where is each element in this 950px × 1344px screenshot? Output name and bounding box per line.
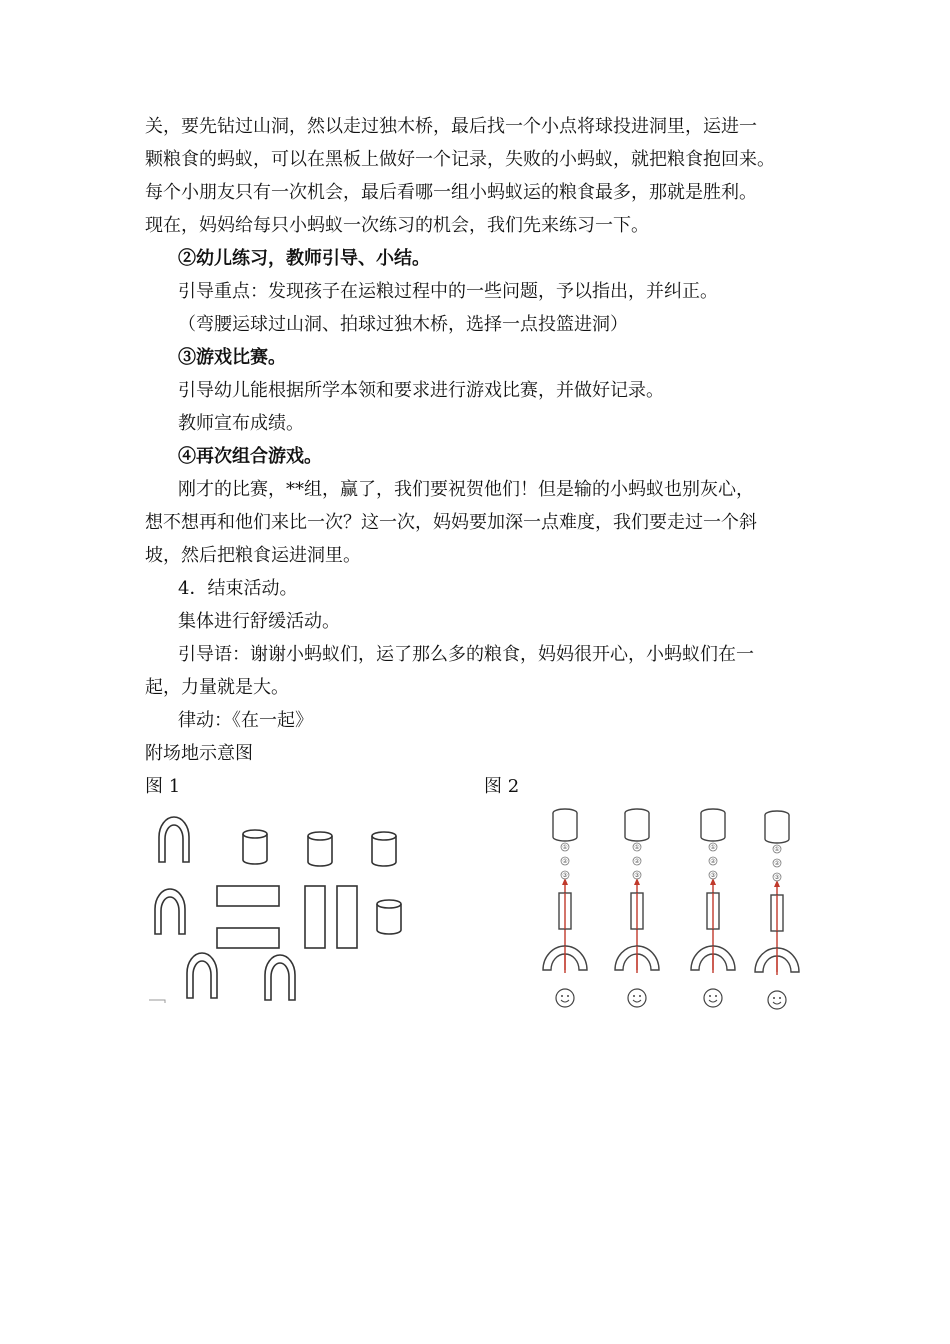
lane-1 (543, 809, 587, 1007)
station-number: ③ (710, 872, 716, 879)
cylinder-target-shape (308, 832, 332, 866)
paragraph-line: 引导语：谢谢小蚂蚁们，运了那么多的粮食，妈妈很开心，小蚂蚁们在一 (178, 644, 754, 665)
station-number: ① (634, 844, 640, 851)
paragraph-line: 想不想再和他们来比一次？这一次，妈妈要加深一点难度，我们要走过一个斜 (145, 512, 757, 533)
paragraph-line: 每个小朋友只有一次机会，最后看哪一组小蚂蚁运的粮食最多，那就是胜利。 (145, 182, 757, 203)
station-number: ③ (774, 874, 780, 881)
paragraph-line: 4．结束活动。 (178, 578, 298, 599)
station-number: ① (562, 844, 568, 851)
beam-shape (305, 886, 325, 948)
lane-4 (755, 811, 799, 1009)
paragraph-line: 引导重点：发现孩子在运粮过程中的一些问题，予以指出，并纠正。 (178, 281, 718, 302)
paragraph-line: 刚才的比赛，**组，赢了，我们要祝贺他们！但是输的小蚂蚁也别灰心， (178, 479, 754, 500)
section-heading: ②幼儿练习，教师引导、小结。 (178, 248, 430, 269)
section-heading: ③游戏比赛。 (178, 347, 286, 368)
section-heading: ④再次组合游戏。 (178, 446, 322, 467)
cylinder-target-shape (377, 900, 401, 934)
paragraph-line: 颗粮食的蚂蚁，可以在黑板上做好一个记录，失败的小蚂蚁，就把粮食抱回来。 (145, 149, 775, 170)
station-number: ② (774, 860, 780, 867)
cave-arch-shape (187, 953, 217, 998)
paragraph-line: 教师宣布成绩。 (178, 413, 304, 434)
station-number: ② (562, 858, 568, 865)
lane-3 (691, 809, 735, 1007)
beam-shape (337, 886, 357, 948)
cylinder-target-shape (372, 832, 396, 866)
paragraph-line: 集体进行舒缓活动。 (178, 611, 340, 632)
station-number: ② (634, 858, 640, 865)
beam-shape (217, 886, 279, 906)
cylinder-target-shape (243, 830, 267, 864)
paragraph-line: 关，要先钻过山洞，然以走过独木桥，最后找一个小点将球投进洞里，运进一 (145, 116, 757, 137)
cave-arch-shape (155, 889, 185, 934)
figure-1-diagram (145, 810, 445, 1020)
station-number: ② (710, 858, 716, 865)
beam-shape (217, 928, 279, 948)
cave-arch-shape (265, 955, 295, 1000)
paragraph-line: 引导幼儿能根据所学本领和要求进行游戏比赛，并做好记录。 (178, 380, 664, 401)
paragraph-line: 坡，然后把粮食运进洞里。 (145, 545, 361, 566)
paragraph-line: 律动：《在一起》 (178, 710, 313, 731)
station-number: ① (774, 846, 780, 853)
station-number: ③ (634, 872, 640, 879)
paragraph-line: 起，力量就是大。 (145, 677, 289, 698)
lane-2 (615, 809, 659, 1007)
corner-mark (149, 1000, 165, 1003)
figure-2-label: 图 2 (484, 776, 520, 797)
paragraph-line: （弯腰运球过山洞、拍球过独木桥，选择一点投篮进洞） (178, 314, 628, 335)
figure-1-label: 图 1 (145, 776, 181, 797)
station-number: ③ (562, 872, 568, 879)
paragraph-line: 附场地示意图 (145, 743, 253, 764)
station-number: ① (710, 844, 716, 851)
figure-2-diagram (540, 805, 820, 1015)
paragraph-line: 现在，妈妈给每只小蚂蚁一次练习的机会，我们先来练习一下。 (145, 215, 649, 236)
cave-arch-shape (159, 817, 189, 862)
